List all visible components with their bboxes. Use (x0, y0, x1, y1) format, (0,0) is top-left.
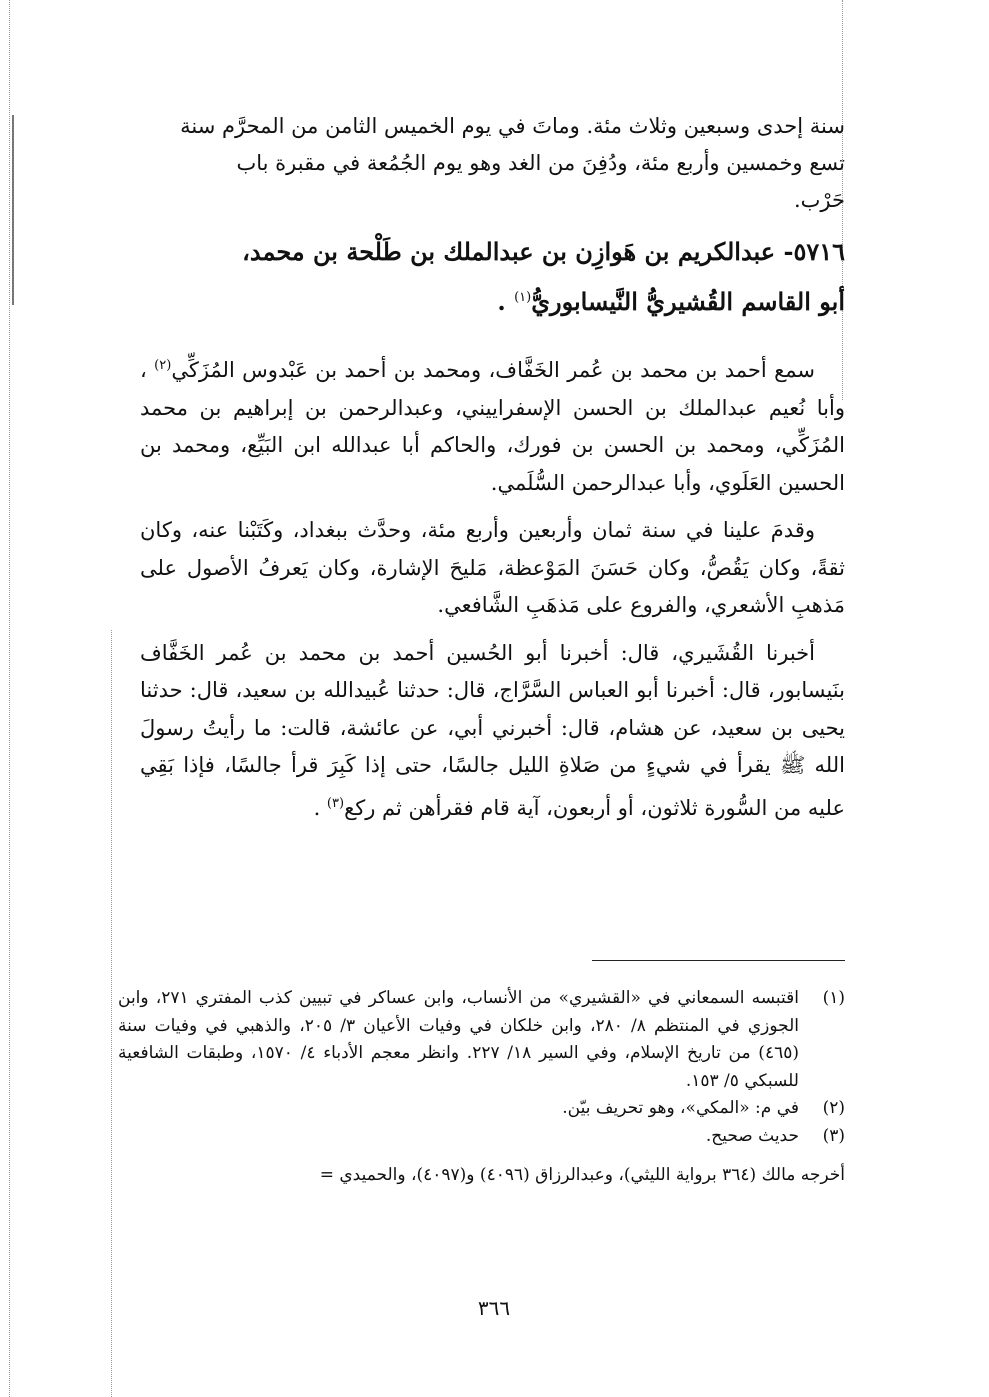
footnote-1 (118, 985, 845, 1095)
entry-heading-name: أبو القاسم القُشيريُّ النَّيسابوريُّ (531, 287, 845, 316)
scan-margin-line-left (9, 0, 10, 1397)
footnotes (118, 985, 845, 1190)
page-body (140, 108, 845, 827)
footnote-1-text: اقتبسه السمعاني في «القشيري» من الأنساب، وابن عساكر في تبيين كذب المفتري ٢٧١، وابن الجوزي في المنتظم ٨/ ٢٨٠، وابن خلكان في وفيات الأعيان ٣/ ٢٠٥، والذهبي في وفيات سنة (٤٦٥) من تاريخ الإسلام، وفي السير ١٨/ ٢٢٧. وانظر معجم الأدباء ٤/ ١٥٧٠، وطبقات الشافعية للسبكي ٥/ ١٥٣. (118, 988, 799, 1091)
footnote-2 (118, 1095, 845, 1123)
entry-heading-end: . (497, 287, 515, 316)
paragraph-teachers-b: ، وأبا نُعيم عبدالملك بن الحسن الإسفراييني، وعبدالرحمن بن إبراهيم بن محمد المُزَكِّي، ومحمد بن الحسن بن فورك، والحاكم أبا عبدالله ابن البَيِّع، ومحمد بن الحسين العَلَوي، وأبا عبدالرحمن السُّلَمي. (140, 358, 845, 495)
footnote-3-text: حديث صحيح. (705, 1125, 799, 1146)
footnote-3-number: (٣) (822, 1125, 845, 1146)
entry-heading-line-2 (140, 275, 845, 325)
paragraph-hadith-text: أخبرنا القُشَيري، قال: أخبرنا أبو الحُسين أحمد بن محمد بن عُمر الخَفَّاف بنَيسابور، قال: أخبرنا أبو العباس السَّرَّاج، قال: حدثنا عُبيدالله بن سعيد، قال: حدثنا يحيى بن سعيد، عن هشام، قال: أخبرني أبي، عن عائشة، قالت: ما رأيتُ رسولَ الله ﷺ يقرأ في شيءٍ من صَلاةِ الليل جالسًا، حتى إذا كَبِرَ قرأ جالسًا، فإذا بَقِي عليه من السُّورة ثلاثون، أو أربعون، آية قام فقرأهن ثم ركع (140, 640, 845, 820)
footnote-continuation: أخرجه مالك (٣٦٤ برواية الليثي)، وعبدالرزاق (٤٠٩٦) و(٤٠٩٧)، والحميدي = (319, 1165, 845, 1185)
paragraph-biography: وقدمَ علينا في سنة ثمان وأربعين وأربع مئة، وحدَّث ببغداد، وكَتَبْنا عنه، وكان ثقةً، وكان يَقُصُّ، وكان حَسَنَ المَوْعظة، مَليحَ الإشارة، وكان يَعرفُ الأصول على مَذهبِ الأشعري، والفروع على مَذهَبِ الشَّافعي. (140, 518, 845, 617)
entry-heading (140, 229, 845, 325)
scan-edge-mark (12, 115, 14, 305)
intro-line-3: حَرْب. (793, 188, 845, 212)
footnote-ref-3: (٣) (326, 795, 345, 811)
footnote-ref-1: (١) (514, 290, 532, 305)
intro-line-1: سنة إحدى وسبعين وثلاث مئة. وماتَ في يوم الخميس الثامن من المحرَّم سنة (180, 114, 845, 138)
paragraph-hadith-end: . (313, 795, 327, 820)
footnote-2-text: في م: «المكي»، وهو تحريف بيّن. (562, 1098, 799, 1118)
paragraph-teachers (140, 347, 845, 502)
entry-heading-line-1: ٥٧١٦- عبدالكريم بن هَوازِن بن عبدالملك بن طَلْحة بن محمد، (242, 237, 845, 266)
page-number: ٣٦٦ (477, 1296, 511, 1320)
scan-margin-line-inner (111, 630, 112, 1397)
footnote-2-number: (٢) (822, 1098, 845, 1118)
footnote-3 (118, 1123, 845, 1151)
intro-line-2: تسع وخمسين وأربع مئة، ودُفِنَ من الغد وهو يوم الجُمُعة في مقبرة باب (236, 151, 845, 175)
paragraph-hadith (140, 635, 845, 828)
footnote-separator (592, 960, 845, 961)
footnote-ref-2: (٢) (154, 358, 172, 373)
paragraph-teachers-a: سمع أحمد بن محمد بن عُمر الخَفَّاف، ومحمد بن أحمد بن عَبْدوس المُزَكِّي (171, 358, 815, 382)
footnote-1-number: (١) (822, 988, 845, 1008)
